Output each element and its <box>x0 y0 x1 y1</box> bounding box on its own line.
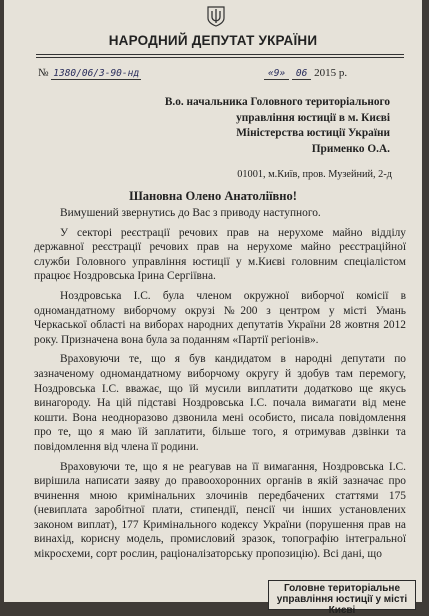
body-paragraph: Ноздровська І.С. була членом окружної виборчої комісії в одномандатному виборчому окрузі №200 з центром у місті Умань Черкаської області на виборах народних депутатів України 28 жовтня 2012 року. Призначена вона була за поданням «Партії регіонів». <box>34 289 406 346</box>
letterhead-title: НАРОДНИЙ ДЕПУТАТ УКРАЇНИ <box>108 33 318 48</box>
addressee-name: Применко О.А. <box>311 142 390 155</box>
body-paragraph: Вимушений звернутись до Вас з приводу наступного. <box>60 207 321 219</box>
addressee-block <box>165 95 390 157</box>
letter-page <box>4 0 422 616</box>
stamp-line: Головне територіальне <box>283 583 401 594</box>
body-paragraph: У секторі реєстрації речових прав на нерухоме майно відділу державної реєстрації речових прав на нерухоме майно реєстраційної служби Головного управління юстиції у м.Києві головним спеціалістом працює Ноздровська Ірина Сергіївна. <box>34 226 406 283</box>
body-paragraph: Враховуючи те, що я не реагував на її вимагання, Ноздровська І.С. вирішила написати заяву до правоохоронних органів в якій зазначає про вчинення мною кримінальних злочинів передбачених статтями 175 (невиплата заробітної плати, стипендії, пенсії чи інших установлених законом виплат), 177 Кримінального кодексу України (порушення прав на винахід, корисну модель, промисловий зразок, топографію інтегральної мікросхеми, сорт рослин, раціоналізаторську пропозицію). Всі дані, що <box>34 460 406 561</box>
handwritten-day: «9» <box>264 68 289 80</box>
letter-date <box>264 67 347 79</box>
addressee-line: Міністерства юстиції України <box>236 127 390 139</box>
letterhead-rule-thin <box>36 57 404 58</box>
postal-address: 01001, м.Київ, пров. Музейний, 2-д <box>237 169 392 180</box>
body-paragraph: Враховуючи те, що я був кандидатом в народні депутати по зазначеному одномандатному виборчому округу й здобув там перемогу, Ноздровська І.С. вважає, що їй мусили виплатити додатково ще якусь винагороду. На цій підставі Ноздровська І.С. почала вимагати від мене кошти. Вона неодноразово дзвонила мені особисто, писала повідомлення про те, що я маю їй заплатити, більше того, я отримував дзвінки та повідомлення від члена її родини. <box>34 353 406 453</box>
handwritten-month: 06 <box>292 68 311 80</box>
salutation: Шановна Олено Анатоліївно! <box>129 189 297 203</box>
date-year: 2015 р. <box>314 67 348 79</box>
registration-number <box>38 67 141 79</box>
handwritten-number: 1380/06/3-90-нд <box>53 68 140 79</box>
addressee-line: В.о. начальника Головного територіального <box>164 96 390 108</box>
receipt-stamp <box>268 580 416 616</box>
number-prefix: № <box>38 67 49 79</box>
stamp-line: управління юстиції у місті Києві <box>276 594 408 616</box>
addressee-line: управління юстиції в м. Києві <box>236 111 390 124</box>
letter-body <box>34 206 406 562</box>
letterhead-rule <box>36 54 404 55</box>
trident-coat-of-arms-icon <box>204 4 228 28</box>
